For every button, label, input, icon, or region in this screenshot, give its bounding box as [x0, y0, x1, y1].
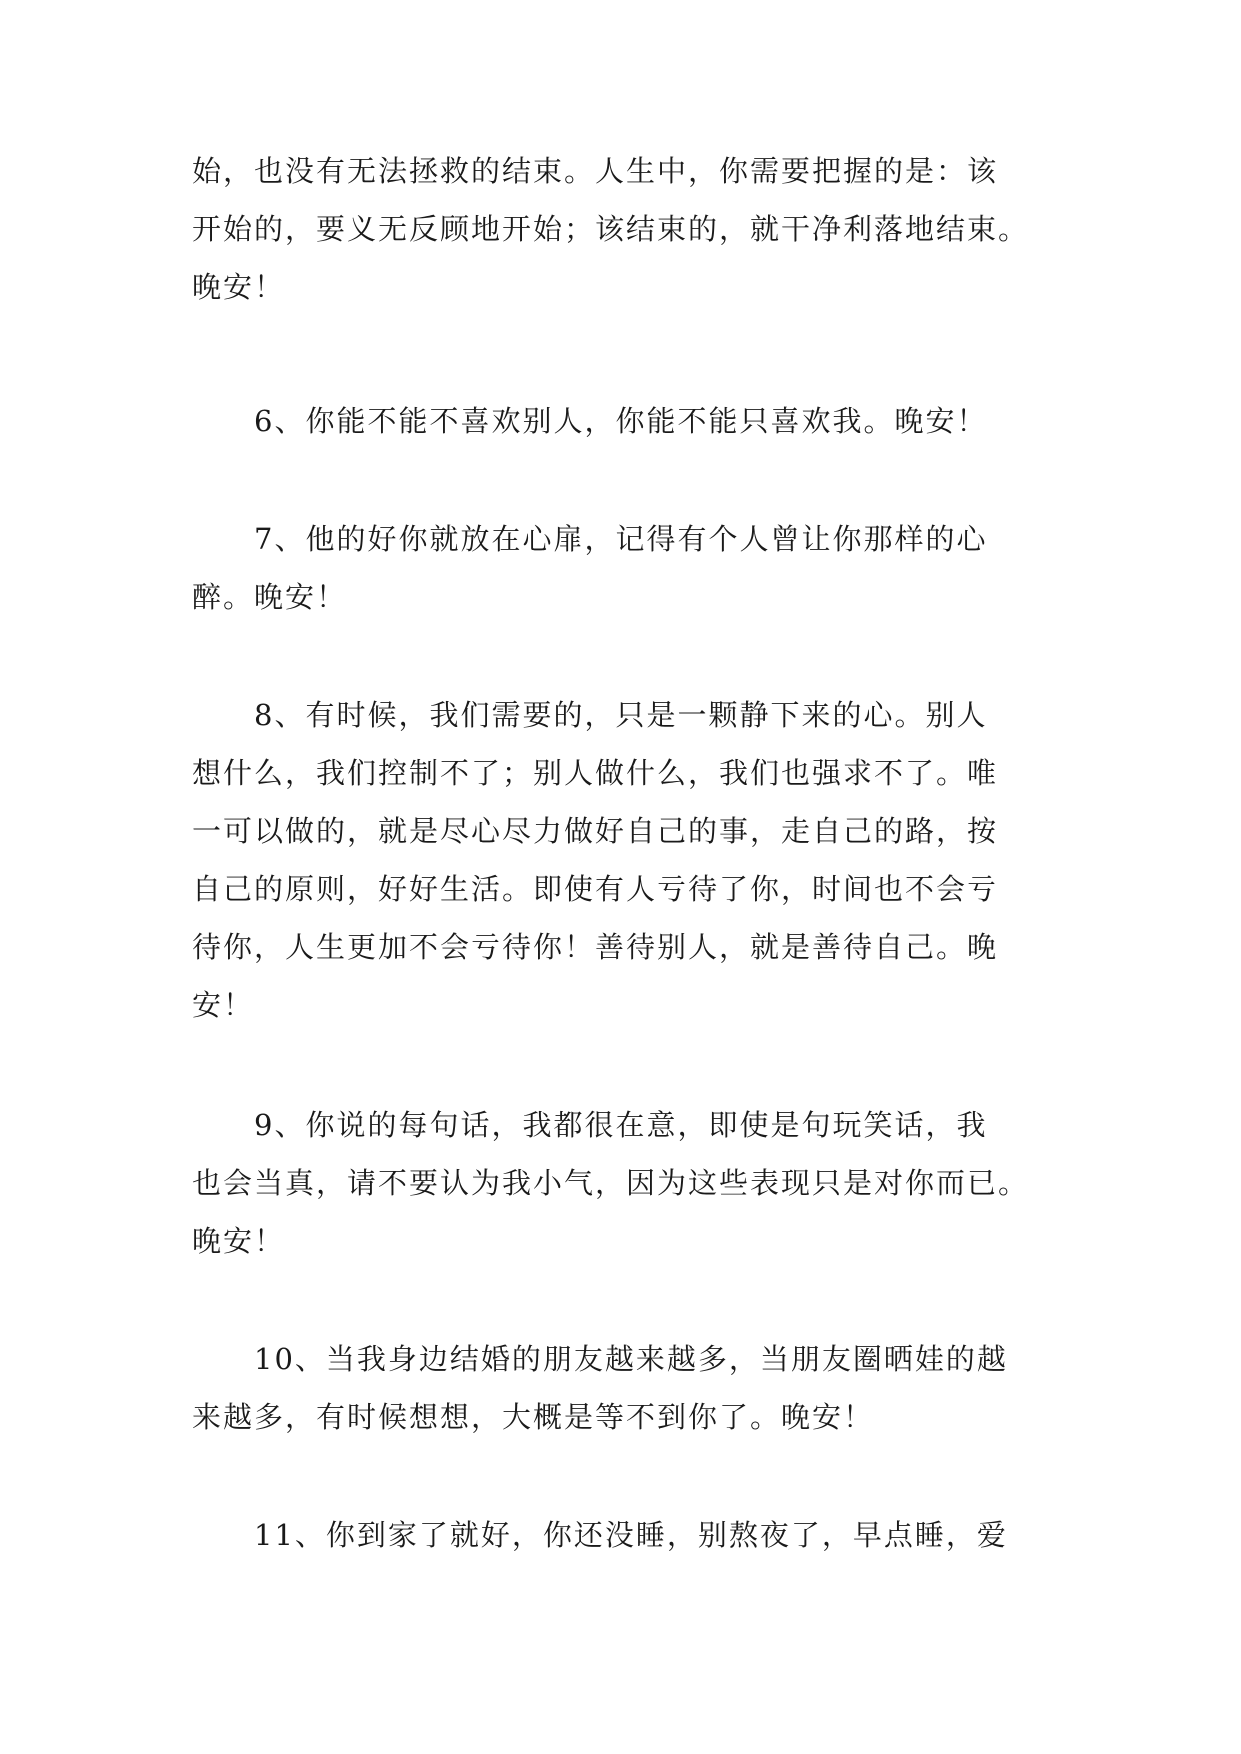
text-line: 晚安！ — [192, 270, 286, 304]
paragraph-8 — [192, 686, 1072, 1034]
text-line: 待你，人生更加不会亏待你！善待别人，就是善待自己。晚 — [192, 930, 999, 964]
text-line: 来越多，有时候想想，大概是等不到你了。晚安！ — [192, 1400, 875, 1434]
text-line: 一可以做的，就是尽心尽力做好自己的事，走自己的路，按 — [192, 814, 999, 848]
text-line — [192, 1096, 1072, 1154]
paragraph-10 — [192, 1330, 1072, 1446]
paragraph-7 — [192, 510, 1072, 626]
text-line — [192, 686, 1072, 744]
text-line — [192, 1506, 1072, 1564]
paragraph-9 — [192, 1096, 1072, 1270]
paragraph-6 — [192, 392, 1072, 450]
text-line: 醉。晚安！ — [192, 580, 348, 614]
paragraph-11 — [192, 1506, 1072, 1564]
text-line: 安！ — [192, 988, 255, 1022]
text-line — [192, 392, 1072, 450]
text-line-content: 10、当我身边结婚的朋友越来越多，当朋友圈晒娃的越 — [254, 1342, 1008, 1376]
text-line — [192, 510, 1072, 568]
text-line-content: 11、你到家了就好，你还没睡，别熬夜了，早点睡，爱 — [254, 1518, 1008, 1552]
text-line-content: 8、有时候，我们需要的，只是一颗静下来的心。别人 — [254, 698, 988, 732]
text-line: 也会当真，请不要认为我小气，因为这些表现只是对你而已。 — [192, 1166, 1030, 1200]
text-line: 自己的原则，好好生活。即使有人亏待了你，时间也不会亏 — [192, 872, 999, 906]
text-line: 晚安！ — [192, 1224, 286, 1258]
text-line: 始，也没有无法拯救的结束。人生中，你需要把握的是：该 — [192, 154, 999, 188]
text-line-content: 7、他的好你就放在心扉，记得有个人曾让你那样的心 — [254, 522, 988, 556]
text-line-content: 9、你说的每句话，我都很在意，即使是句玩笑话，我 — [254, 1108, 988, 1142]
text-line: 想什么，我们控制不了；别人做什么，我们也强求不了。唯 — [192, 756, 999, 790]
text-line-content: 6、你能不能不喜欢别人，你能不能只喜欢我。晚安！ — [254, 404, 988, 438]
text-line — [192, 1330, 1072, 1388]
paragraph-5-continuation — [192, 142, 1072, 316]
text-line: 开始的，要义无反顾地开始；该结束的，就干净利落地结束。 — [192, 212, 1030, 246]
